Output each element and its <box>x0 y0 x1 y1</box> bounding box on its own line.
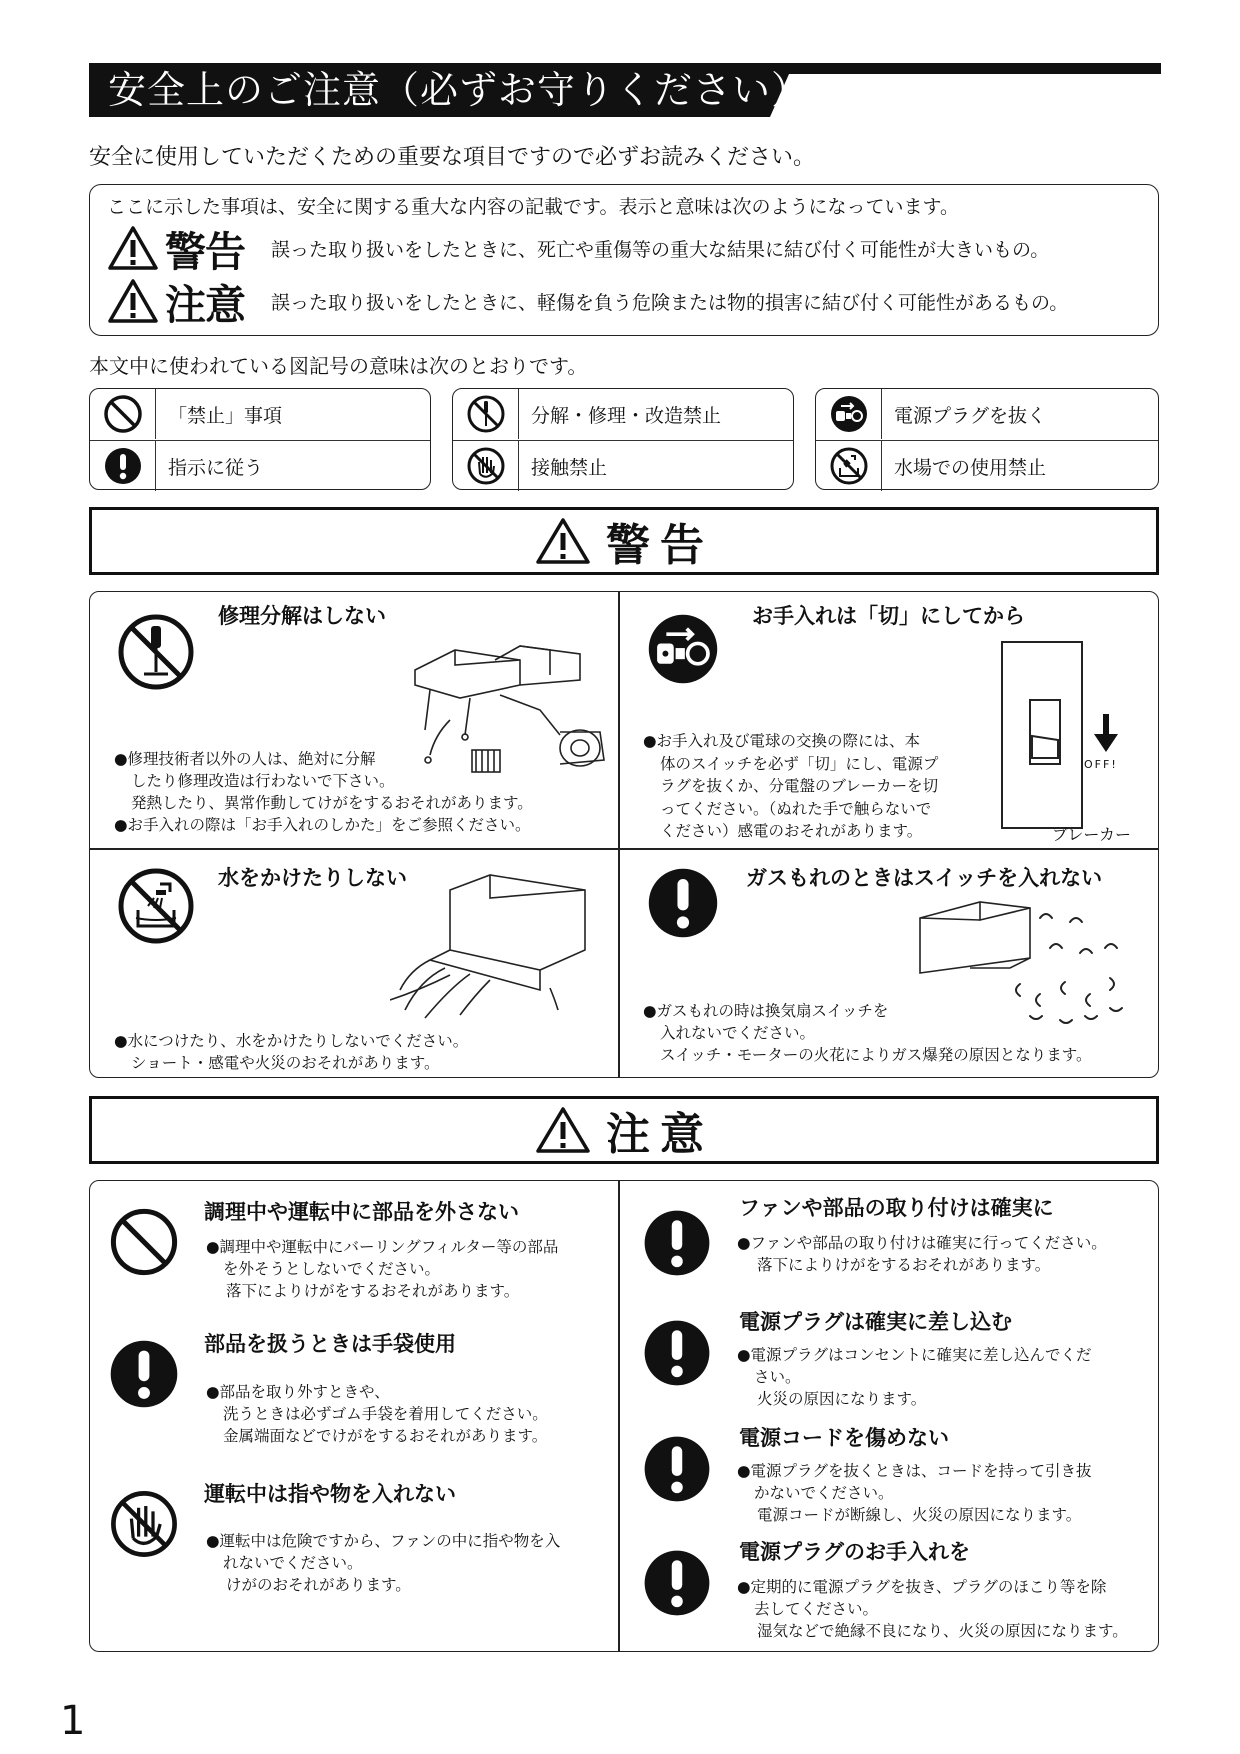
caution-item-body: ●部品を取り外すときや、 洗うときは必ずゴム手袋を着用してください。 金属端面などでけがをするおそれがあります。 <box>206 1383 548 1445</box>
warning-item-title: 修理分解はしない <box>218 604 386 628</box>
symbol-row <box>453 440 793 491</box>
warning-triangle-icon <box>534 516 592 566</box>
symbol-row <box>90 440 430 491</box>
caution-item-body: ●電源プラグはコンセントに確実に差し込んでくだ さい。 火災の原因になります。 <box>737 1346 1092 1408</box>
warning-triangle-icon <box>107 225 159 271</box>
caution-word: 注意 <box>165 280 245 329</box>
mandatory-icon <box>103 446 143 486</box>
caution-item-title: 電源プラグのお手入れを <box>739 1540 970 1564</box>
symbol-label: 分解・修理・改造禁止 <box>531 404 722 427</box>
warning-item-body: ●お手入れ及び電球の交換の際には、本 体のスイッチを必ず「切」にし、電源プ ラグを抜くか、分電盤のブレーカーを切 ってください。（ぬれた手で触らないで ください）感電のおそれがあります。 <box>643 732 939 840</box>
caution-triangle-icon <box>534 1105 592 1155</box>
no-touch-icon <box>466 446 506 486</box>
symbol-row <box>453 389 793 439</box>
symbol-intro: 本文中に使われている図記号の意味は次のとおりです。 <box>89 354 588 378</box>
caution-meaning: 誤った取り扱いをしたときに、軽傷を負う危険または物的損害に結び付く可能性があるもの。 <box>271 291 1069 314</box>
mandatory-icon <box>642 1434 712 1504</box>
symbol-label: 電源プラグを抜く <box>894 404 1047 427</box>
intro-text: 安全に使用していただくための重要な項目ですので必ずお読みください。 <box>89 145 816 170</box>
warning-item-title: ガスもれのときはスイッチを入れない <box>746 866 1103 890</box>
legend-description: ここに示した事項は、安全に関する重大な内容の記載です。表示と意味は次のようになっています。 <box>107 196 959 218</box>
mandatory-icon <box>642 1208 712 1278</box>
mandatory-icon <box>642 1318 712 1388</box>
off-label: OFF! <box>1084 758 1118 771</box>
symbol-group-2 <box>452 388 794 490</box>
caution-item-title: 運転中は指や物を入れない <box>204 1482 456 1506</box>
prohibition-icon <box>103 394 143 434</box>
caution-item-title: 調理中や運転中に部品を外さない <box>204 1200 519 1224</box>
page-number: 1 <box>60 1698 86 1744</box>
mandatory-icon <box>642 1548 712 1618</box>
no-water-icon <box>116 866 196 946</box>
caution-item-title: 部品を扱うときは手袋使用 <box>204 1332 456 1356</box>
prohibition-icon <box>108 1206 180 1278</box>
symbol-group-1 <box>89 388 431 490</box>
caution-item-body: ●電源プラグを抜くときは、コードを持って引き抜 かないでください。 電源コードが断線し、火災の原因になります。 <box>737 1462 1092 1524</box>
caution-item-body: ●運転中は危険ですから、ファンの中に指や物を入 れないでください。 けがのおそれがあります。 <box>206 1532 561 1594</box>
warning-section-header <box>89 507 1159 575</box>
unplug-icon <box>646 612 720 686</box>
legend-warning-row <box>107 223 1050 276</box>
arrow-down-icon <box>1092 714 1120 754</box>
caution-section-title: 注意 <box>606 1109 714 1160</box>
symbol-label: 指示に従う <box>168 456 264 479</box>
caution-item-body: ●調理中や運転中にバーリングフィルター等の部品 を外そうとしないでください。 落下によりけがをするおそれがあります。 <box>206 1238 559 1300</box>
unplug-icon <box>829 394 869 434</box>
warning-item-body: ●水につけたり、水をかけたりしないでください。 ショート・感電や火災のおそれがあります。 <box>114 1032 469 1072</box>
no-water-icon <box>829 446 869 486</box>
symbol-row <box>90 389 430 439</box>
symbol-label: 「禁止」事項 <box>168 404 283 427</box>
symbol-row <box>816 389 1158 439</box>
breaker-label: ブレーカー <box>1052 825 1132 844</box>
caution-item-body: ●定期的に電源プラグを抜き、プラグのほこり等を除 去してください。 湿気などで絶縁不良になり、火災の原因になります。 <box>737 1578 1128 1640</box>
symbol-row <box>816 440 1158 491</box>
page-title: 安全上のご注意（必ずお守りください） <box>108 68 811 112</box>
warning-section-title: 警告 <box>606 520 714 571</box>
no-disassembly-icon <box>466 394 506 434</box>
breaker-switch-illustration <box>1000 640 1092 830</box>
caution-item-body: ●ファンや部品の取り付けは確実に行ってください。 落下によりけがをするおそれがあります。 <box>737 1234 1107 1274</box>
warning-item-title: お手入れは「切」にしてから <box>752 604 1025 628</box>
caution-item-title: ファンや部品の取り付けは確実に <box>739 1196 1054 1220</box>
caution-section-header <box>89 1096 1159 1164</box>
no-disassembly-icon <box>116 612 196 692</box>
warning-item-title: 水をかけたりしない <box>218 866 407 890</box>
symbol-group-3 <box>815 388 1159 490</box>
warning-meaning: 誤った取り扱いをしたときに、死亡や重傷等の重大な結果に結び付く可能性が大きいもの。 <box>271 238 1050 261</box>
caution-triangle-icon <box>107 278 159 324</box>
mandatory-icon <box>646 866 720 940</box>
symbol-label: 接触禁止 <box>531 456 608 479</box>
legend-caution-row <box>107 276 1069 329</box>
no-touch-icon <box>108 1488 180 1560</box>
caution-item-title: 電源プラグは確実に差し込む <box>739 1310 1012 1334</box>
warning-item-body: ●ガスもれの時は換気扇スイッチを 入れないでください。 スイッチ・モーターの火花によりガス爆発の原因となります。 <box>643 1002 1092 1064</box>
mandatory-icon <box>108 1338 180 1410</box>
warning-word: 警告 <box>165 227 245 276</box>
symbol-label: 水場での使用禁止 <box>894 456 1047 479</box>
range-hood-water-illustration <box>390 870 590 1020</box>
caution-item-title: 電源コードを傷めない <box>739 1426 949 1450</box>
warning-item-body: ●修理技術者以外の人は、絶対に分解 したり修理改造は行わないで下さい。 発熱したり、異常作動してけがをするおそれがあります。 ●お手入れの際は「お手入れのしかた」をご参照ください。 <box>114 750 533 834</box>
